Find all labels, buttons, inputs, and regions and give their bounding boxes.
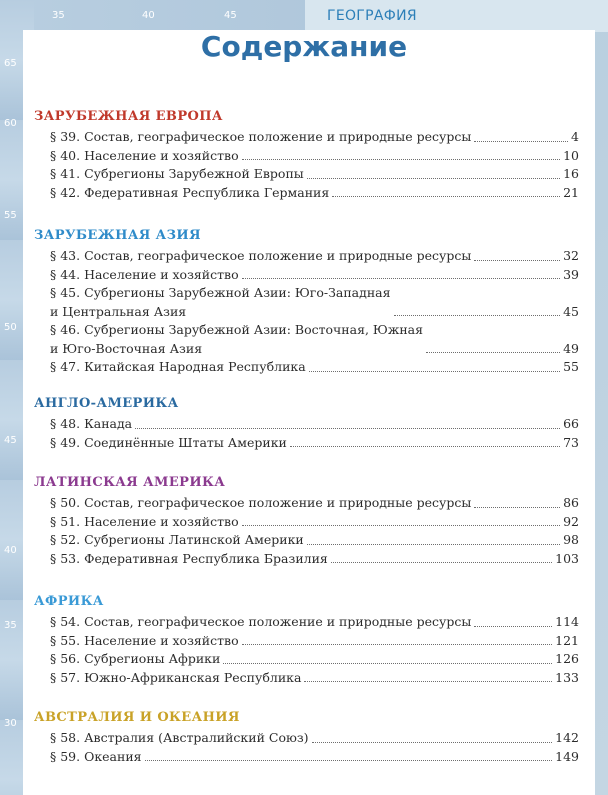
entry-text: § 57. Южно-Африканская Республика xyxy=(50,669,302,685)
toc-entry[interactable] xyxy=(50,550,579,569)
entry-text-continued: и Центральная Азия xyxy=(50,303,187,319)
map-grid-number: 45 xyxy=(4,435,17,446)
toc-entry[interactable] xyxy=(50,669,579,688)
entry-page: 103 xyxy=(555,550,579,566)
entry-text-block xyxy=(50,321,423,358)
toc-entry[interactable] xyxy=(50,748,579,767)
toc-entry[interactable] xyxy=(50,650,579,669)
entry-text: § 44. Население и хозяйство xyxy=(50,266,239,282)
map-grid-number: 65 xyxy=(4,58,17,69)
entry-text: § 55. Население и хозяйство xyxy=(50,632,239,648)
section-anglo-america xyxy=(34,396,579,452)
toc-entry[interactable] xyxy=(50,247,579,266)
map-grid-number: 40 xyxy=(4,545,17,556)
entry-list xyxy=(50,729,579,766)
leader-dots xyxy=(394,315,561,316)
entry-text: § 52. Субрегионы Латинской Америки xyxy=(50,532,304,547)
toc-entry[interactable] xyxy=(50,415,579,434)
map-grid-number: 50 xyxy=(4,322,17,333)
entry-text: § 40. Население и хозяйство xyxy=(50,147,239,163)
entry-page: 98 xyxy=(563,532,579,547)
entry-page: 92 xyxy=(563,513,579,529)
entry-text: § 46. Субрегионы Зарубежной Азии: Восточная, Южная xyxy=(50,322,424,337)
leader-dots xyxy=(290,446,560,447)
toc-entry[interactable] xyxy=(50,531,579,550)
entry-text: § 43. Состав, географическое положение и природные ресурсы xyxy=(50,248,472,263)
entry-text: § 59. Океания xyxy=(50,748,142,764)
leader-dots xyxy=(309,371,560,372)
entry-text: § 42. Федеративная Республика Германия xyxy=(50,184,330,200)
entry-list xyxy=(50,247,579,377)
leader-dots xyxy=(242,644,553,645)
toc-entry[interactable] xyxy=(50,147,579,166)
entry-text: § 56. Субрегионы Африки xyxy=(50,651,221,666)
entry-text: § 47. Китайская Народная Республика xyxy=(50,359,306,374)
section-asia xyxy=(34,228,579,377)
entry-page: 66 xyxy=(563,416,579,431)
entry-page: 4 xyxy=(571,129,579,144)
toc-entry[interactable] xyxy=(50,613,579,632)
page-title: Содержание xyxy=(200,30,408,63)
leader-dots xyxy=(426,352,560,353)
leader-dots xyxy=(312,742,553,743)
entry-page: 133 xyxy=(555,669,579,685)
entry-page: 114 xyxy=(555,614,579,629)
entry-text: § 41. Субрегионы Зарубежной Европы xyxy=(50,166,304,181)
map-grid-number: 55 xyxy=(4,210,17,221)
entry-page: 49 xyxy=(563,340,579,356)
entry-page: 45 xyxy=(563,303,579,319)
leader-dots xyxy=(223,663,552,664)
entry-text: § 54. Состав, географическое положение и природные ресурсы xyxy=(50,614,472,629)
toc-entry[interactable] xyxy=(50,284,579,321)
leader-dots xyxy=(135,428,560,429)
map-grid-number: 30 xyxy=(4,718,17,729)
entry-list xyxy=(50,128,579,202)
leader-dots xyxy=(242,278,561,279)
entry-text: § 50. Состав, географическое положение и природные ресурсы xyxy=(50,495,472,510)
entry-page: 10 xyxy=(563,147,579,163)
section-title: ЗАРУБЕЖНАЯ АЗИЯ xyxy=(34,228,201,243)
toc-entry[interactable] xyxy=(50,266,579,285)
entry-text: § 58. Австралия (Австралийский Союз) xyxy=(50,730,309,745)
map-grid-number: 60 xyxy=(4,118,17,129)
toc-entry[interactable] xyxy=(50,513,579,532)
section-title: АНГЛО-АМЕРИКА xyxy=(34,396,179,411)
entry-page: 21 xyxy=(563,184,579,200)
leader-dots xyxy=(474,141,568,142)
entry-text-block xyxy=(50,284,391,321)
entry-list xyxy=(50,494,579,568)
toc-entry[interactable] xyxy=(50,321,579,358)
section-title: АФРИКА xyxy=(34,594,104,609)
section-africa xyxy=(34,594,579,687)
entry-text-continued: и Юго-Восточная Азия xyxy=(50,340,203,356)
leader-dots xyxy=(474,260,560,261)
section-title: АВСТРАЛИЯ И ОКЕАНИЯ xyxy=(34,710,240,725)
entry-text: § 45. Субрегионы Зарубежной Азии: Юго-Западная xyxy=(50,285,391,300)
toc-entry[interactable] xyxy=(50,494,579,513)
entry-list xyxy=(50,415,579,452)
toc-entry[interactable] xyxy=(50,729,579,748)
entry-text: § 49. Соединённые Штаты Америки xyxy=(50,434,287,450)
entry-page: 32 xyxy=(563,248,579,263)
entry-text: § 48. Канада xyxy=(50,416,133,431)
leader-dots xyxy=(242,159,561,160)
map-grid-number: 40 xyxy=(142,10,155,21)
entry-text: § 39. Состав, географическое положение и природные ресурсы xyxy=(50,129,472,144)
leader-dots xyxy=(307,544,560,545)
toc-entry[interactable] xyxy=(50,358,579,377)
toc-entry[interactable] xyxy=(50,165,579,184)
leader-dots xyxy=(242,525,561,526)
subject-label: ГЕОГРАФИЯ xyxy=(327,8,417,24)
entry-page: 121 xyxy=(555,632,579,648)
map-grid-number: 45 xyxy=(224,10,237,21)
map-grid-number: 35 xyxy=(4,620,17,631)
entry-page: 73 xyxy=(563,434,579,450)
entry-page: 39 xyxy=(563,266,579,282)
leader-dots xyxy=(307,178,560,179)
entry-text: § 51. Население и хозяйство xyxy=(50,513,239,529)
leader-dots xyxy=(474,507,560,508)
entry-page: 126 xyxy=(555,651,579,666)
section-australia-oceania xyxy=(34,710,579,766)
leader-dots xyxy=(145,760,553,761)
leader-dots xyxy=(332,196,560,197)
leader-dots xyxy=(304,681,552,682)
toc-entry[interactable] xyxy=(50,632,579,651)
leader-dots xyxy=(474,626,552,627)
section-title: ЗАРУБЕЖНАЯ ЕВРОПА xyxy=(34,109,223,124)
section-europe xyxy=(34,109,579,202)
entry-page: 16 xyxy=(563,166,579,181)
entry-list xyxy=(50,613,579,687)
map-grid-number: 35 xyxy=(52,10,65,21)
entry-page: 142 xyxy=(555,730,579,745)
toc-entry[interactable] xyxy=(50,434,579,453)
toc-entry[interactable] xyxy=(50,128,579,147)
entry-text: § 53. Федеративная Республика Бразилия xyxy=(50,550,328,566)
entry-page: 86 xyxy=(563,495,579,510)
section-latin-america xyxy=(34,475,579,568)
toc-entry[interactable] xyxy=(50,184,579,203)
entry-page: 149 xyxy=(555,748,579,764)
section-title: ЛАТИНСКАЯ АМЕРИКА xyxy=(34,475,226,490)
leader-dots xyxy=(331,562,552,563)
entry-page: 55 xyxy=(563,359,579,374)
